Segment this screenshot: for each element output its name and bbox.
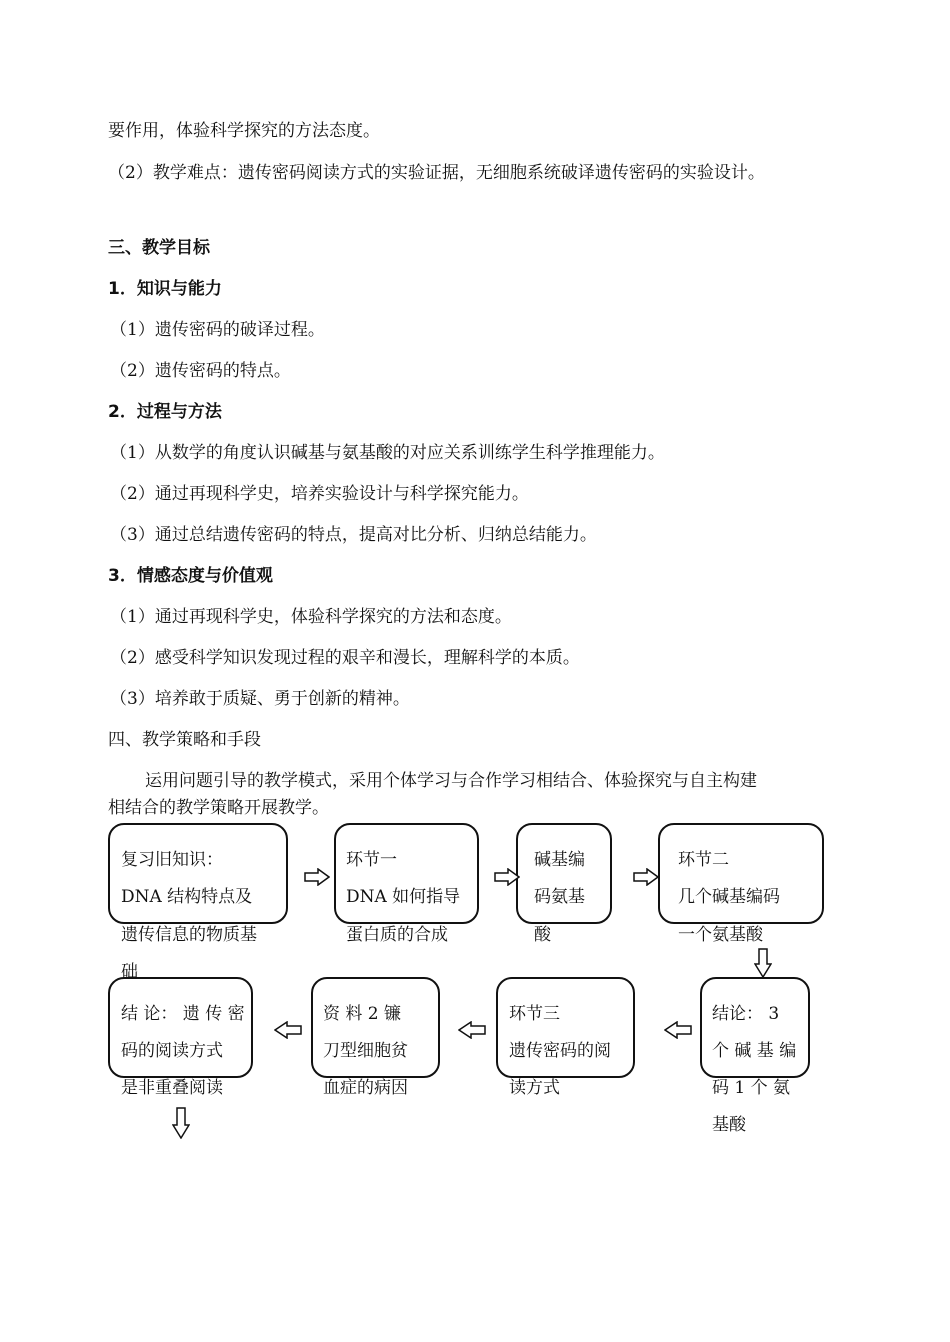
flow-text: 结论： 3 — [712, 1004, 780, 1024]
flow-text: 码的阅读方式 — [121, 1041, 223, 1061]
arrow-left-icon — [458, 1021, 486, 1039]
flow-text: 资 料 2 镰 — [323, 1004, 402, 1024]
arrow-right-icon — [304, 868, 330, 886]
flow-text: 础 — [121, 962, 138, 982]
flow-text: 环节三 — [509, 1004, 560, 1024]
flow-text: 遗传密码的阅 — [509, 1041, 611, 1061]
flow-text: 环节二 — [678, 850, 729, 870]
flow-text: 酸 — [534, 925, 551, 945]
subheading-process: 2．过程与方法 — [108, 402, 222, 422]
paragraph-line: 运用问题引导的教学模式，采用个体学习与合作学习相结合、体验探究与自主构建 — [145, 771, 757, 791]
flow-text: 是非重叠阅读 — [121, 1078, 223, 1098]
list-item: （2）感受科学知识发现过程的艰辛和漫长，理解科学的本质。 — [110, 648, 580, 668]
arrow-down-icon — [754, 948, 772, 978]
subheading-knowledge: 1．知识与能力 — [108, 279, 222, 299]
flow-text: 复习旧知识： — [121, 850, 223, 870]
list-item: （3）培养敢于质疑、勇于创新的精神。 — [110, 689, 410, 709]
list-item: （1）遗传密码的破译过程。 — [110, 320, 325, 340]
list-item: （1）通过再现科学史，体验科学探究的方法和态度。 — [110, 607, 512, 627]
list-item: （2）通过再现科学史，培养实验设计与科学探究能力。 — [110, 484, 529, 504]
list-item: （1）从数学的角度认识碱基与氨基酸的对应关系训练学生科学推理能力。 — [110, 443, 665, 463]
arrow-right-icon — [633, 868, 659, 886]
subheading-emotion: 3．情感态度与价值观 — [108, 566, 273, 586]
arrow-left-icon — [664, 1021, 692, 1039]
flow-text: DNA 结构特点及 — [121, 887, 253, 907]
arrow-down-icon — [172, 1107, 190, 1139]
flow-text: 几个碱基编码 — [678, 887, 780, 907]
list-item: （2）遗传密码的特点。 — [110, 361, 291, 381]
flow-text: 基酸 — [712, 1115, 746, 1135]
flow-text: 环节一 — [346, 850, 397, 870]
flow-text: 碱基编 — [534, 850, 585, 870]
flow-text: 结 论： 遗 传 密 — [121, 1004, 245, 1024]
arrow-left-icon — [274, 1021, 302, 1039]
flow-text: 蛋白质的合成 — [346, 925, 448, 945]
arrow-right-icon — [494, 868, 520, 886]
flow-text: 码氨基 — [534, 887, 585, 907]
flow-text: DNA 如何指导 — [346, 887, 461, 907]
list-item: （3）通过总结遗传密码的特点，提高对比分析、归纳总结能力。 — [110, 525, 597, 545]
paragraph-line: 要作用，体验科学探究的方法态度。 — [108, 121, 380, 141]
flow-text: 码 1 个 氨 — [712, 1078, 791, 1098]
flow-text: 个 碱 基 编 — [712, 1041, 797, 1061]
section-heading-objectives: 三、教学目标 — [108, 238, 210, 258]
flow-text: 读方式 — [509, 1078, 560, 1098]
flow-text: 遗传信息的物质基 — [121, 925, 257, 945]
teaching-difficulty: （2）教学难点：遗传密码阅读方式的实验证据，无细胞系统破译遗传密码的实验设计。 — [108, 163, 765, 183]
section-heading-strategy: 四、教学策略和手段 — [108, 730, 261, 750]
flow-text: 血症的病因 — [323, 1078, 408, 1098]
flow-text: 一个氨基酸 — [678, 925, 763, 945]
flow-text: 刀型细胞贫 — [323, 1041, 408, 1061]
paragraph-line: 相结合的教学策略开展教学。 — [108, 798, 329, 818]
